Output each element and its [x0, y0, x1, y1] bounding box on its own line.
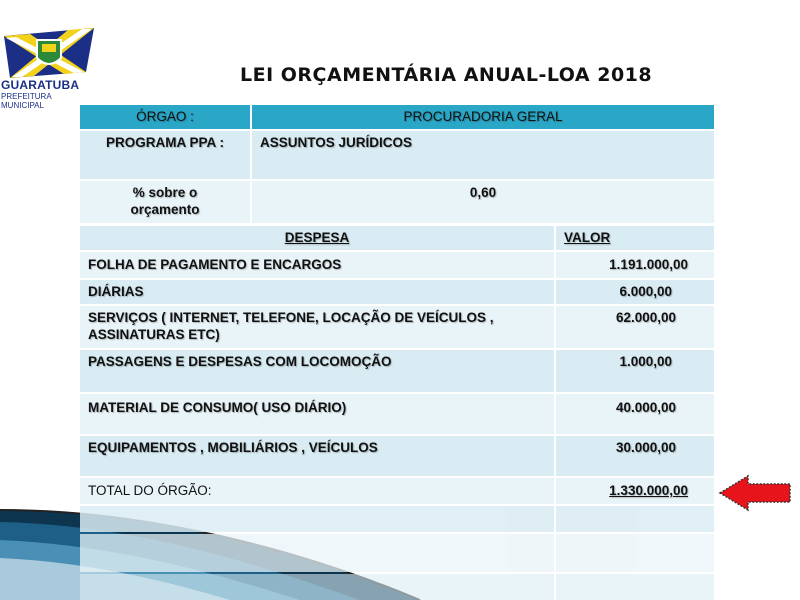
- expense-value: 62.000,00: [556, 306, 714, 348]
- expense-description: [80, 306, 554, 348]
- columns-header-row: [80, 226, 714, 250]
- total-row: [80, 478, 714, 504]
- expense-description: [80, 394, 554, 434]
- percentual-label: [80, 181, 250, 223]
- orgao-value: PROCURADORIA GERAL: [252, 105, 714, 129]
- expense-description-line1: MATERIAL DE CONSUMO( USO DIÁRIO): [88, 400, 347, 415]
- despesa-column-header: DESPESA: [80, 226, 554, 250]
- percentual-label-line2: orçamento: [130, 202, 200, 217]
- expense-row: [80, 350, 714, 392]
- empty-row: [80, 506, 714, 532]
- logo-subtitle: PREFEITURA MUNICIPAL: [1, 92, 52, 110]
- programa-value: ASSUNTOS JURÍDICOS: [252, 131, 714, 179]
- orgao-row: [80, 105, 714, 129]
- expense-value: 1.191.000,00: [556, 252, 714, 278]
- percentual-value: 0,60: [252, 181, 714, 223]
- expense-description: [80, 350, 554, 392]
- percentual-label-line1: % sobre o: [132, 185, 198, 200]
- expense-description: [80, 436, 554, 476]
- expense-description: [80, 280, 554, 304]
- expense-row: [80, 306, 714, 348]
- expense-description-line2: ASSINATURAS ETC): [88, 327, 220, 342]
- programa-row: [80, 131, 714, 179]
- expense-value: 1.000,00: [556, 350, 714, 392]
- expense-row: [80, 280, 714, 304]
- expense-value: 30.000,00: [556, 436, 714, 476]
- empty-cell: [556, 506, 714, 532]
- flag-emblem-icon: [4, 28, 94, 78]
- total-value: 1.330.000,00: [556, 478, 714, 504]
- programa-label: PROGRAMA PPA :: [80, 131, 250, 179]
- expense-description-line1: SERVIÇOS ( INTERNET, TELEFONE, LOCAÇÃO DE VEÍCULOS ,: [88, 310, 494, 325]
- logo-name: GUARATUBA: [1, 78, 80, 92]
- total-label: TOTAL DO ÓRGÃO:: [80, 478, 554, 504]
- percentual-row: [80, 181, 714, 223]
- expense-value: 40.000,00: [556, 394, 714, 434]
- empty-cell: [556, 574, 714, 600]
- empty-row: [80, 534, 714, 572]
- expense-description: [80, 252, 554, 278]
- expense-description-line1: DIÁRIAS: [88, 284, 144, 299]
- orgao-label: ÓRGAO :: [80, 105, 250, 129]
- expense-description-line1: PASSAGENS E DESPESAS COM LOCOMOÇÃO: [88, 354, 392, 369]
- page-title: LEI ORÇAMENTÁRIA ANUAL-LOA 2018: [240, 64, 653, 86]
- valor-column-header: VALOR: [556, 226, 714, 250]
- expense-description-line1: EQUIPAMENTOS , MOBILIÁRIOS , VEÍCULOS: [88, 440, 378, 455]
- expense-row: [80, 394, 714, 434]
- empty-cell: [556, 534, 714, 572]
- expense-row: [80, 252, 714, 278]
- expense-description-line1: FOLHA DE PAGAMENTO E ENCARGOS: [88, 257, 342, 272]
- guaratuba-logo: [0, 28, 96, 110]
- empty-cell: [80, 534, 554, 572]
- expense-value: 6.000,00: [556, 280, 714, 304]
- empty-row: [80, 574, 714, 600]
- empty-cell: [80, 574, 554, 600]
- expense-row: [80, 436, 714, 476]
- empty-cell: [80, 506, 554, 532]
- red-arrow-icon: [718, 474, 792, 512]
